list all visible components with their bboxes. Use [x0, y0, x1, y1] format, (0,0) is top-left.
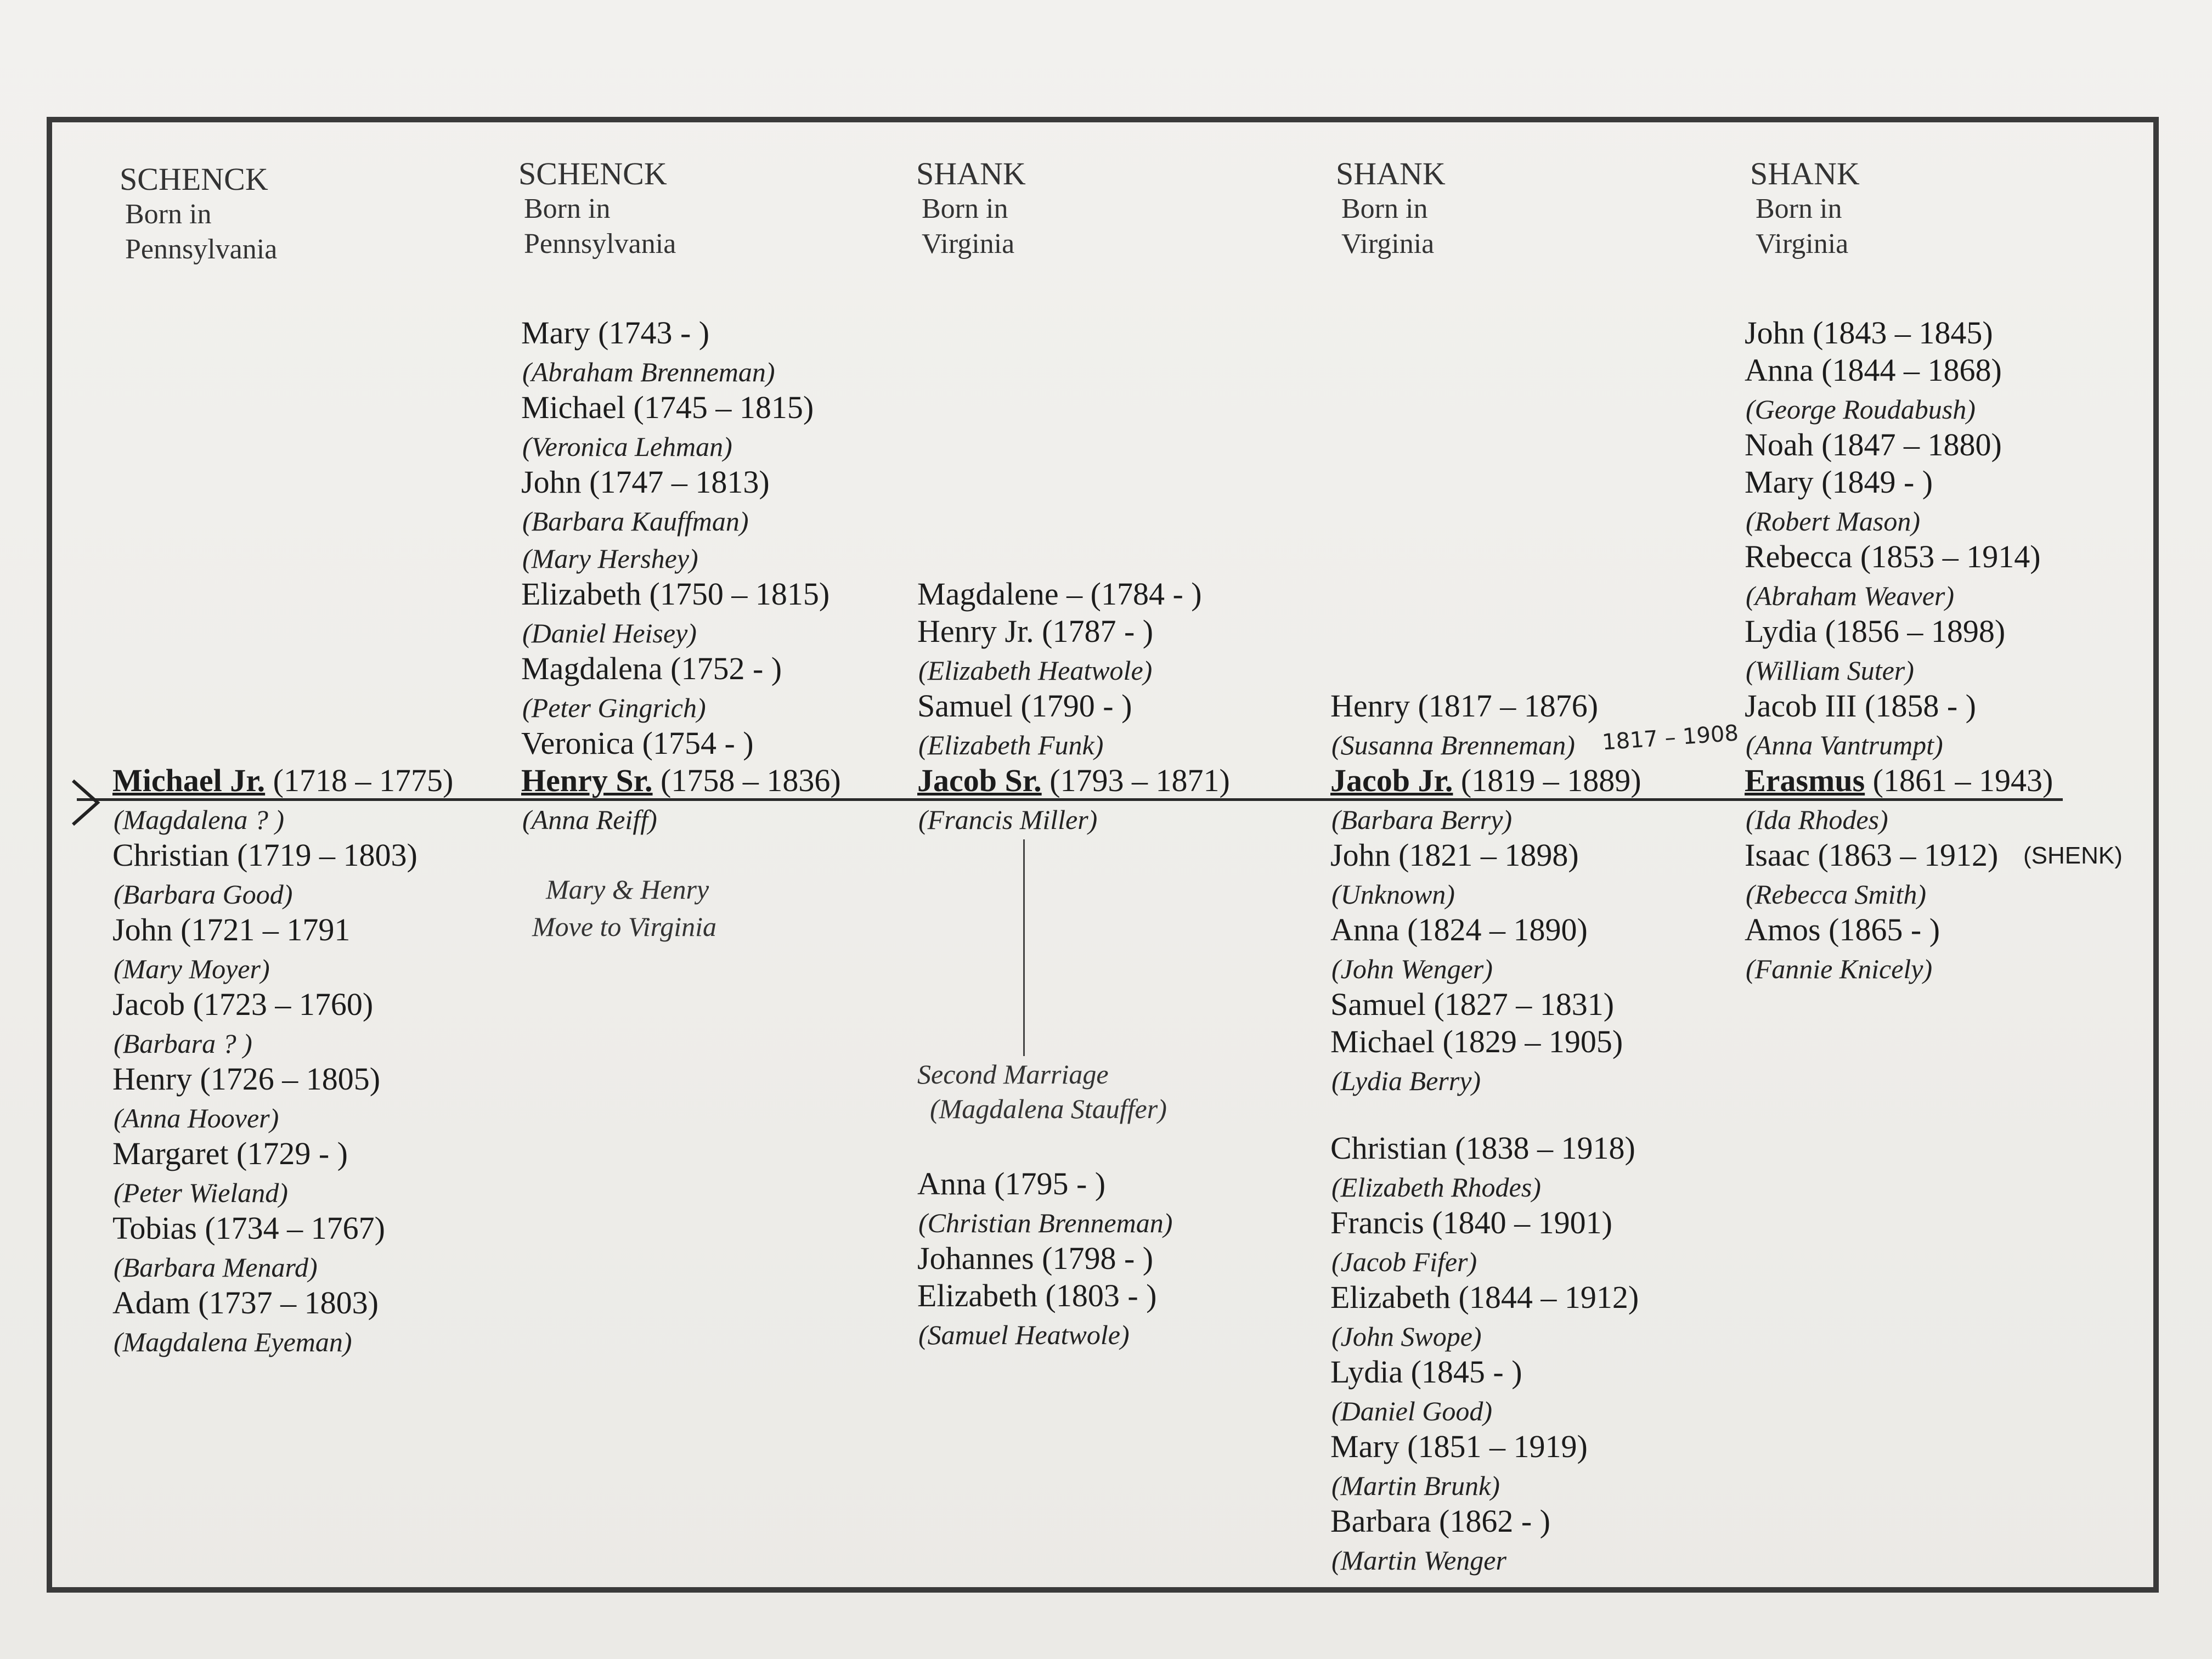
- spouse-name: (Francis Miller): [918, 804, 1098, 835]
- spouse-name: (Martin Wenger: [1331, 1545, 1506, 1576]
- spouse-name: (Barbara Good): [114, 879, 293, 910]
- person-name: Veronica: [521, 725, 635, 761]
- person-name: Samuel: [1330, 986, 1426, 1022]
- life-dates: (1845 - ): [1403, 1354, 1522, 1390]
- spouse-name: (Barbara Menard): [114, 1252, 318, 1283]
- child-entry: [917, 1240, 1153, 1277]
- arrow-icon: [70, 778, 109, 827]
- child-entry: [1330, 1279, 1639, 1316]
- life-dates: (1745 – 1815): [625, 390, 814, 425]
- child-entry: [1745, 837, 1998, 873]
- child-entry: [1745, 912, 1940, 948]
- life-dates: (1734 – 1767): [196, 1210, 385, 1246]
- person-name: Lydia: [1330, 1354, 1403, 1390]
- person-name: John: [521, 464, 582, 500]
- person-name: Francis: [1330, 1205, 1424, 1240]
- born-label: Born in: [125, 199, 212, 230]
- person-name: Anna: [1745, 352, 1814, 388]
- move-note-line-1: Mary & Henry: [546, 874, 709, 905]
- spouse-name: (Christian Brenneman): [918, 1207, 1173, 1238]
- life-dates: (1856 – 1898): [1817, 613, 2006, 649]
- person-name: Samuel: [917, 688, 1013, 724]
- child-entry: [521, 576, 830, 612]
- child-entry: [1330, 688, 1598, 724]
- life-dates: (1726 – 1805): [191, 1061, 381, 1097]
- life-dates: (1853 – 1914): [1852, 539, 2041, 574]
- lineage-ancestor: [917, 763, 1230, 799]
- spouse-name: (Abraham Weaver): [1746, 580, 1955, 611]
- life-dates: (1840 – 1901): [1424, 1205, 1612, 1240]
- child-entry: [1330, 837, 1579, 873]
- life-dates: (1862 - ): [1431, 1503, 1550, 1539]
- spouse-name: (Mary Hershey): [522, 543, 698, 574]
- second-marriage-spouse: (Magdalena Stauffer): [930, 1093, 1167, 1124]
- life-dates: (1817 – 1876): [1409, 688, 1599, 724]
- spouse-name: (Anna Hoover): [114, 1103, 279, 1133]
- life-dates: (1793 – 1871): [1041, 763, 1230, 798]
- born-place: Virginia: [1756, 228, 1849, 259]
- connector-line: [1023, 839, 1025, 1056]
- born-label: Born in: [524, 193, 611, 224]
- life-dates: (1843 – 1845): [1804, 315, 1993, 351]
- person-name: Amos: [1745, 912, 1821, 947]
- spouse-name: (Peter Gingrich): [522, 692, 706, 723]
- born-place: Virginia: [1341, 228, 1435, 259]
- life-dates: (1847 – 1880): [1813, 427, 2002, 462]
- column-1-header: [120, 162, 277, 267]
- born-label: Born in: [922, 193, 1008, 224]
- life-dates: (1787 - ): [1034, 613, 1154, 649]
- column-4-header: [1336, 156, 1446, 262]
- life-dates: – (1784 - ): [1058, 576, 1202, 612]
- spouse-name: (William Suter): [1746, 655, 1914, 686]
- person-name: Lydia: [1745, 613, 1818, 649]
- child-entry: [917, 1278, 1156, 1314]
- person-name: Adam: [112, 1285, 190, 1321]
- child-entry: [1330, 1024, 1623, 1060]
- person-name: Elizabeth: [521, 576, 642, 612]
- person-name: Magdalena: [521, 651, 663, 686]
- person-name: Elizabeth: [917, 1278, 1038, 1313]
- born-label: Born in: [1756, 193, 1842, 224]
- life-dates: (1723 – 1760): [185, 986, 374, 1022]
- child-entry: [112, 1210, 385, 1246]
- spouse-name: (John Swope): [1331, 1321, 1482, 1352]
- spouse-name: (Rebecca Smith): [1746, 879, 1927, 910]
- born-place: Virginia: [922, 228, 1015, 259]
- life-dates: (1844 – 1868): [1813, 352, 2002, 388]
- life-dates: (1798 - ): [1034, 1240, 1154, 1276]
- child-entry: [917, 576, 1202, 612]
- person-name: Henry: [112, 1061, 192, 1097]
- child-entry: [521, 651, 782, 687]
- person-name: Jacob Sr.: [917, 763, 1042, 798]
- life-dates: (1849 - ): [1813, 464, 1933, 500]
- person-name: Mary: [1330, 1429, 1400, 1464]
- life-dates: (1858 - ): [1857, 688, 1976, 724]
- life-dates: (1729 - ): [228, 1136, 348, 1171]
- life-dates: (1821 – 1898): [1390, 837, 1579, 873]
- spouse-name: (Magdalena ? ): [114, 804, 285, 835]
- life-dates: (1829 – 1905): [1435, 1024, 1623, 1059]
- child-entry: [521, 390, 814, 426]
- spouse-name: (Samuel Heatwole): [918, 1319, 1130, 1350]
- person-name: Christian: [1330, 1130, 1447, 1166]
- person-name: Magdalene: [917, 576, 1059, 612]
- surname: SCHENCK: [120, 161, 268, 197]
- person-name: John: [1745, 315, 1805, 351]
- child-entry: [112, 912, 350, 948]
- surname: SHANK: [1336, 156, 1446, 191]
- life-dates: (1754 - ): [634, 725, 754, 761]
- lineage-ancestor: [1745, 763, 2053, 799]
- life-dates: (1758 – 1836): [652, 763, 841, 798]
- spouse-name: (Peter Wieland): [114, 1177, 288, 1208]
- child-entry: [1330, 912, 1588, 948]
- surname: SHANK: [1750, 156, 1860, 191]
- surname: SCHENCK: [518, 156, 667, 191]
- person-name: Johannes: [917, 1240, 1034, 1276]
- child-entry: [1330, 1503, 1550, 1539]
- lineage-ancestor: [1330, 763, 1641, 799]
- child-entry: [1745, 613, 2005, 650]
- child-entry: [917, 1166, 1105, 1202]
- person-name: Rebecca: [1745, 539, 1853, 574]
- person-name: Jacob: [112, 986, 185, 1022]
- child-entry: [917, 688, 1132, 724]
- lineage-ancestor: [112, 763, 453, 799]
- life-dates: (1747 – 1813): [581, 464, 770, 500]
- spouse-name: (Daniel Good): [1331, 1396, 1492, 1426]
- person-name: Henry Jr.: [917, 613, 1034, 649]
- life-dates: (1824 – 1890): [1399, 912, 1588, 947]
- life-dates: (1790 - ): [1012, 688, 1132, 724]
- child-entry: [112, 1061, 380, 1097]
- child-entry: [1330, 1130, 1635, 1166]
- surname: SHANK: [916, 156, 1026, 191]
- life-dates: (1752 - ): [662, 651, 782, 686]
- life-dates: (1750 – 1815): [641, 576, 830, 612]
- born-place: Pennsylvania: [524, 228, 676, 259]
- child-entry: [1745, 539, 2041, 575]
- second-marriage-label: Second Marriage: [917, 1059, 1109, 1090]
- spouse-name: (Elizabeth Rhodes): [1331, 1172, 1541, 1203]
- life-dates: (1827 – 1831): [1425, 986, 1615, 1022]
- life-dates: (1851 – 1919): [1399, 1429, 1588, 1464]
- person-name: Christian: [112, 837, 229, 873]
- person-name: Mary: [1745, 464, 1814, 500]
- child-entry: [1330, 1354, 1522, 1390]
- lineage-ancestor: [521, 763, 841, 799]
- life-dates: (1795 - ): [986, 1166, 1106, 1201]
- life-dates: (1719 – 1803): [229, 837, 417, 873]
- child-entry: [1745, 688, 1976, 724]
- spouse-name: (Barbara ? ): [114, 1028, 252, 1059]
- spouse-name: (Anna Reiff): [522, 804, 657, 835]
- person-name: Erasmus: [1745, 763, 1865, 798]
- move-note-line-2: Move to Virginia: [532, 911, 717, 942]
- person-name: Michael: [521, 390, 626, 425]
- column-3-header: [916, 156, 1026, 262]
- child-entry: [112, 837, 417, 873]
- person-name: John: [112, 912, 173, 947]
- spouse-name: (Robert Mason): [1746, 506, 1920, 537]
- spouse-name: (Martin Brunk): [1331, 1470, 1500, 1501]
- person-name: Henry: [1330, 688, 1410, 724]
- spouse-name: (Barbara Berry): [1331, 804, 1513, 835]
- life-dates: (1721 – 1791: [172, 912, 351, 947]
- spouse-name: (Fannie Knicely): [1746, 953, 1933, 984]
- person-name: Tobias: [112, 1210, 197, 1246]
- spouse-name: (John Wenger): [1331, 953, 1493, 984]
- child-entry: [1330, 1205, 1612, 1241]
- life-dates: (1863 – 1912): [1810, 837, 1999, 873]
- life-dates: (1737 – 1803): [190, 1285, 379, 1321]
- person-name: Anna: [1330, 912, 1400, 947]
- spouse-name: (Abraham Brenneman): [522, 357, 775, 387]
- spouse-name: (Unknown): [1331, 879, 1455, 910]
- life-dates: (1743 - ): [590, 315, 710, 351]
- handwritten-annotation: 1817 – 1908: [1601, 720, 1740, 755]
- person-name: Margaret: [112, 1136, 229, 1171]
- person-name: John: [1330, 837, 1391, 873]
- child-entry: [1745, 352, 2002, 388]
- spouse-name: (Lydia Berry): [1331, 1065, 1481, 1096]
- spouse-name: (Jacob Fifer): [1331, 1246, 1477, 1277]
- person-name: Jacob III: [1745, 688, 1857, 724]
- spouse-name: (Mary Moyer): [114, 953, 270, 984]
- person-name: Barbara: [1330, 1503, 1431, 1539]
- life-dates: (1861 – 1943): [1865, 763, 2053, 798]
- person-name: Anna: [917, 1166, 986, 1201]
- column-5-header: [1750, 156, 1860, 262]
- child-entry: [1745, 427, 2002, 463]
- person-name: Henry Sr.: [521, 763, 653, 798]
- person-name: Michael: [1330, 1024, 1435, 1059]
- person-name: Michael Jr.: [112, 763, 266, 798]
- child-entry: [917, 613, 1153, 650]
- column-2-header: [518, 156, 676, 262]
- child-entry: [112, 1285, 379, 1321]
- born-label: Born in: [1341, 193, 1428, 224]
- born-place: Pennsylvania: [125, 234, 278, 265]
- isaac-shenk-note: (SHENK): [2023, 842, 2123, 869]
- spouse-name: (Daniel Heisey): [522, 618, 697, 648]
- person-name: Elizabeth: [1330, 1279, 1451, 1315]
- person-name: Noah: [1745, 427, 1814, 462]
- child-entry: [1745, 315, 1993, 351]
- life-dates: (1803 - ): [1037, 1278, 1157, 1313]
- spouse-name: (Barbara Kauffman): [522, 506, 749, 537]
- child-entry: [1745, 464, 1933, 500]
- child-entry: [112, 1136, 348, 1172]
- life-dates: (1844 – 1912): [1451, 1279, 1639, 1315]
- child-entry: [521, 464, 770, 500]
- child-entry: [1330, 986, 1614, 1023]
- child-entry: [521, 315, 709, 351]
- person-name: Mary: [521, 315, 590, 351]
- spouse-name: (Elizabeth Funk): [918, 730, 1104, 760]
- child-entry: [521, 725, 754, 761]
- child-entry: [112, 986, 373, 1023]
- spouse-name: (Elizabeth Heatwole): [918, 655, 1153, 686]
- life-dates: (1819 – 1889): [1453, 763, 1641, 798]
- spouse-name: (Anna Vantrumpt): [1746, 730, 1943, 760]
- life-dates: (1838 – 1918): [1447, 1130, 1635, 1166]
- spouse-name: (George Roudabush): [1746, 394, 1976, 425]
- life-dates: (1865 - ): [1820, 912, 1940, 947]
- spouse-name: (Magdalena Eyeman): [114, 1327, 352, 1357]
- child-entry: [1330, 1429, 1588, 1465]
- spouse-name: (Ida Rhodes): [1746, 804, 1888, 835]
- spouse-name: (Veronica Lehman): [522, 431, 732, 462]
- spouse-name: (Susanna Brenneman): [1331, 730, 1575, 760]
- person-name: Jacob Jr.: [1330, 763, 1453, 798]
- life-dates: (1718 – 1775): [265, 763, 454, 798]
- person-name: Isaac: [1745, 837, 1810, 873]
